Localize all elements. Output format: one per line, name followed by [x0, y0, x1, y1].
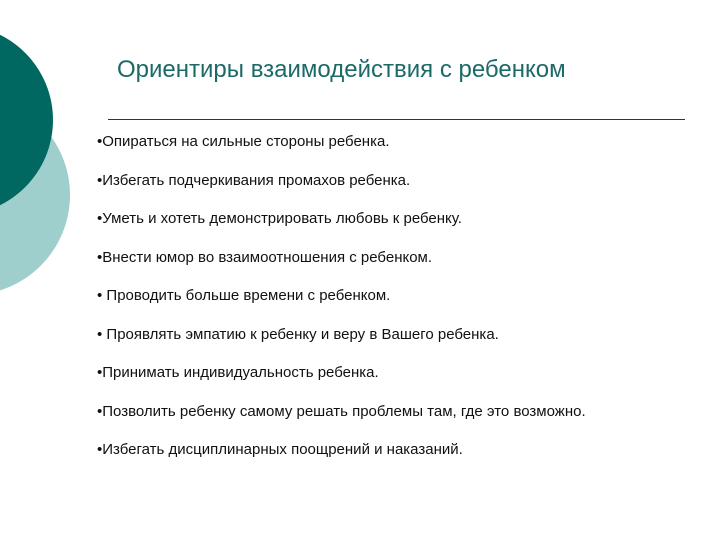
bullet-item: • Проявлять эмпатию к ребенку и веру в Вашего ребенка. [97, 325, 499, 343]
bullet-item: • Проводить больше времени с ребенком. [97, 287, 391, 304]
title-divider [108, 119, 685, 120]
bullet-list [97, 132, 617, 479]
bullet-item: •Избегать подчеркивания промахов ребенка. [97, 171, 411, 189]
bullet-item: •Принимать индивидуальность ребенка. [97, 364, 379, 381]
bullet-item: •Избегать дисциплинарных поощрений и наказаний. [97, 441, 463, 458]
bullet-item: •Опираться на сильные стороны ребенка. [97, 133, 390, 150]
bullet-item: •Внести юмор во взаимоотношения с ребенком. [97, 248, 433, 266]
decorative-circles [0, 0, 110, 300]
slide-title: Ориентиры взаимодействия с ребенком [117, 56, 566, 83]
bullet-item: •Уметь и хотеть демонстрировать любовь к ребенку. [97, 210, 462, 227]
bullet-item: •Позволить ребенку самому решать проблемы там, где это возможно. [97, 402, 586, 420]
